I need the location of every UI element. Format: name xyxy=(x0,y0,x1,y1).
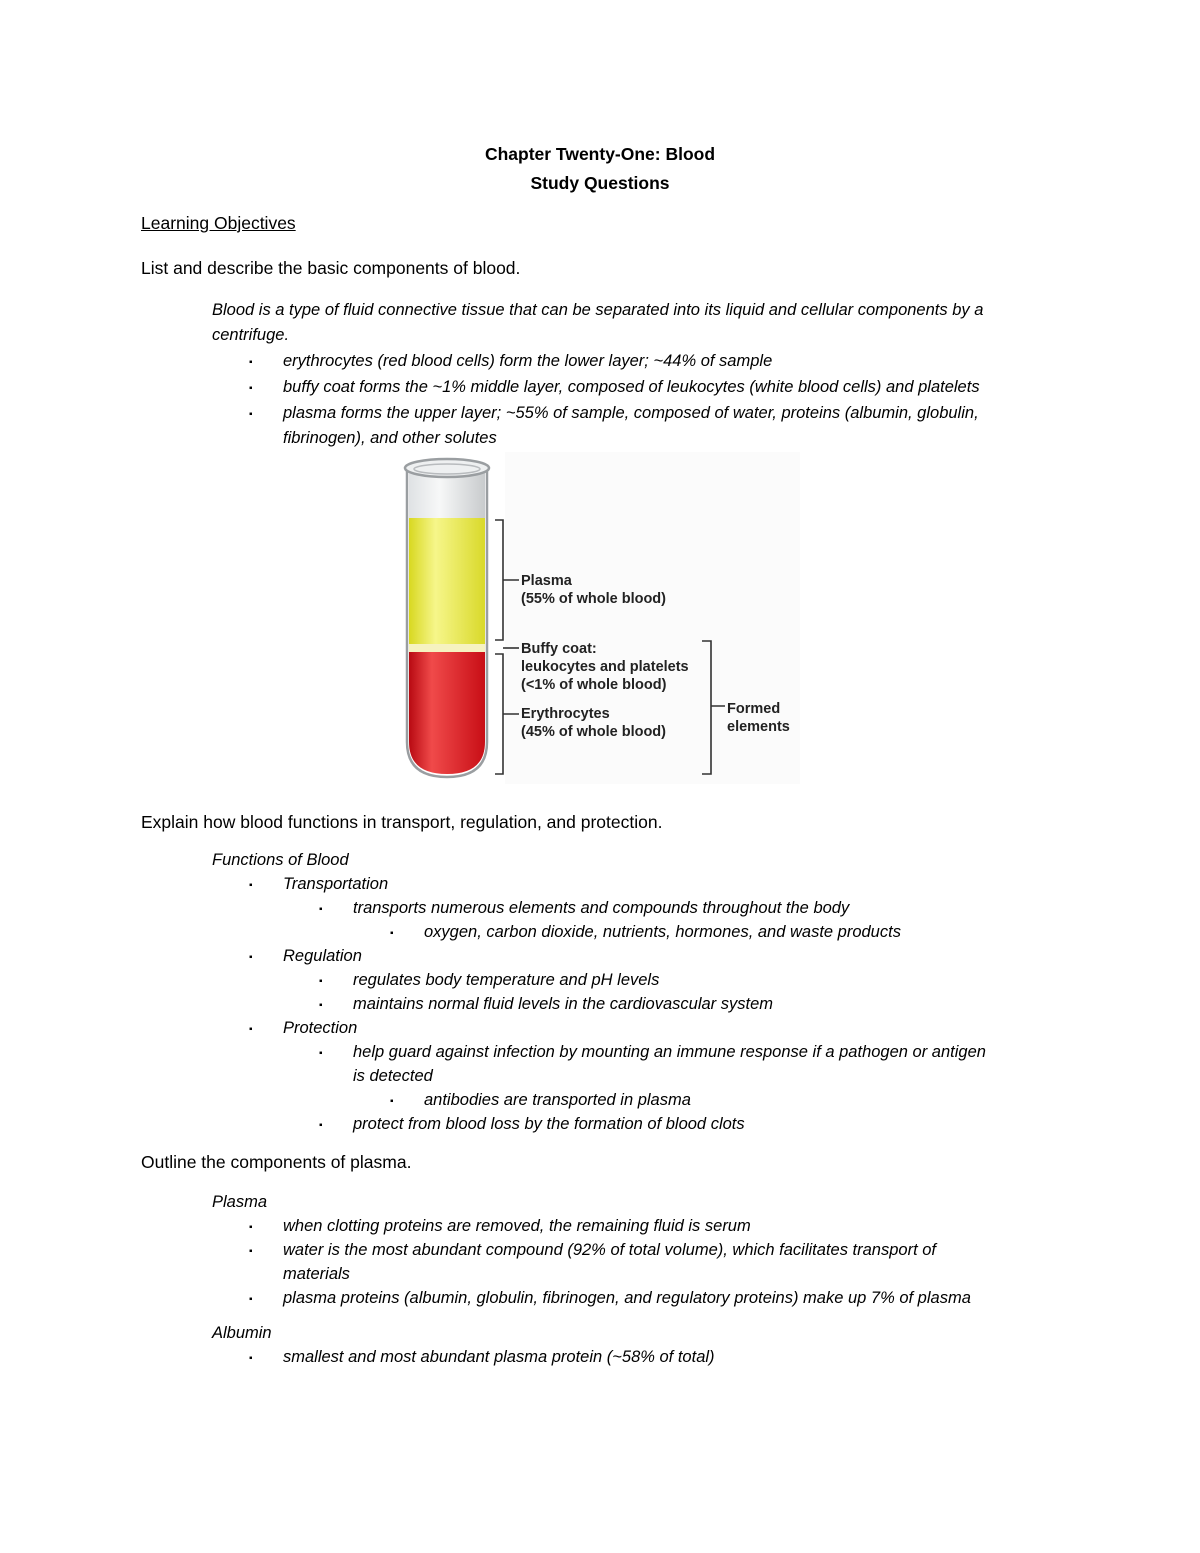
albumin-heading: Albumin xyxy=(212,1324,272,1342)
buffy-coat-label: Buffy coat: xyxy=(521,641,597,657)
functions-heading: Functions of Blood xyxy=(212,851,349,869)
list-item-cont: is detected xyxy=(353,1067,433,1085)
list-item: plasma forms the upper layer; ~55% of sample, composed of water, proteins (albumin, globulin, xyxy=(283,404,979,422)
intro-text: Blood is a type of fluid connective tissue that can be separated into its liquid and cellular components by a xyxy=(212,301,984,319)
bullet-icon: ▪ xyxy=(249,1353,253,1364)
buffy-coat-layer xyxy=(409,644,485,652)
bullet-icon: ▪ xyxy=(249,1294,253,1305)
list-item: regulates body temperature and pH levels xyxy=(353,971,660,989)
bullet-icon: ▪ xyxy=(249,383,253,394)
document-subtitle: Study Questions xyxy=(530,173,670,193)
bullet-icon: ▪ xyxy=(249,1024,253,1035)
list-item: buffy coat forms the ~1% middle layer, composed of leukocytes (white blood cells) and platelets xyxy=(283,378,980,396)
bullet-icon: ▪ xyxy=(249,409,253,420)
bullet-icon: ▪ xyxy=(249,357,253,368)
bullet-icon: ▪ xyxy=(319,1048,323,1059)
learning-objectives-heading: Learning Objectives xyxy=(141,213,296,233)
list-item: protect from blood loss by the formation of blood clots xyxy=(353,1115,745,1133)
erythrocyte-layer xyxy=(409,652,485,774)
bullet-icon: ▪ xyxy=(249,1222,253,1233)
list-item: when clotting proteins are removed, the remaining fluid is serum xyxy=(283,1217,751,1235)
list-item: Transportation xyxy=(283,875,389,893)
list-item: plasma proteins (albumin, globulin, fibrinogen, and regulatory proteins) make up 7% of plasma xyxy=(283,1289,971,1307)
buffy-coat-percent: (<1% of whole blood) xyxy=(521,677,667,693)
bullet-icon: ▪ xyxy=(319,1120,323,1131)
list-item: oxygen, carbon dioxide, nutrients, hormones, and waste products xyxy=(424,923,901,941)
erythrocytes-label: Erythrocytes xyxy=(521,706,610,722)
bullet-icon: ▪ xyxy=(390,928,394,939)
list-item: Regulation xyxy=(283,947,362,965)
list-item: transports numerous elements and compounds throughout the body xyxy=(353,899,850,917)
list-item: antibodies are transported in plasma xyxy=(424,1091,691,1109)
question-functions: Explain how blood functions in transport, regulation, and protection. xyxy=(141,812,663,832)
intro-text-cont: centrifuge. xyxy=(212,326,290,344)
plasma-label: Plasma xyxy=(521,573,572,589)
list-item-cont: fibrinogen), and other solutes xyxy=(283,429,497,447)
list-item: smallest and most abundant plasma protein (~58% of total) xyxy=(283,1348,715,1366)
bullet-icon: ▪ xyxy=(249,952,253,963)
list-item-cont: materials xyxy=(283,1265,350,1283)
formed-elements-label-cont: elements xyxy=(727,719,790,735)
list-item: Protection xyxy=(283,1019,358,1037)
list-item: help guard against infection by mounting an immune response if a pathogen or antigen xyxy=(353,1043,986,1061)
bullet-icon: ▪ xyxy=(249,880,253,891)
list-item: water is the most abundant compound (92% of total volume), which facilitates transport of xyxy=(283,1241,936,1259)
list-item: maintains normal fluid levels in the cardiovascular system xyxy=(353,995,774,1013)
plasma-percent: (55% of whole blood) xyxy=(521,591,666,607)
buffy-coat-desc: leukocytes and platelets xyxy=(521,659,689,675)
question-plasma: Outline the components of plasma. xyxy=(141,1152,412,1172)
plasma-layer xyxy=(409,518,485,644)
erythrocytes-percent: (45% of whole blood) xyxy=(521,724,666,740)
bullet-icon: ▪ xyxy=(319,976,323,987)
bullet-icon: ▪ xyxy=(249,1246,253,1257)
bullet-icon: ▪ xyxy=(319,904,323,915)
plasma-heading: Plasma xyxy=(212,1193,268,1211)
document-title: Chapter Twenty-One: Blood xyxy=(484,144,716,164)
question-components: List and describe the basic components of blood. xyxy=(141,258,521,278)
bullet-icon: ▪ xyxy=(390,1096,394,1107)
list-item: erythrocytes (red blood cells) form the lower layer; ~44% of sample xyxy=(283,352,773,370)
bullet-icon: ▪ xyxy=(319,1000,323,1011)
formed-elements-label: Formed xyxy=(727,701,781,717)
